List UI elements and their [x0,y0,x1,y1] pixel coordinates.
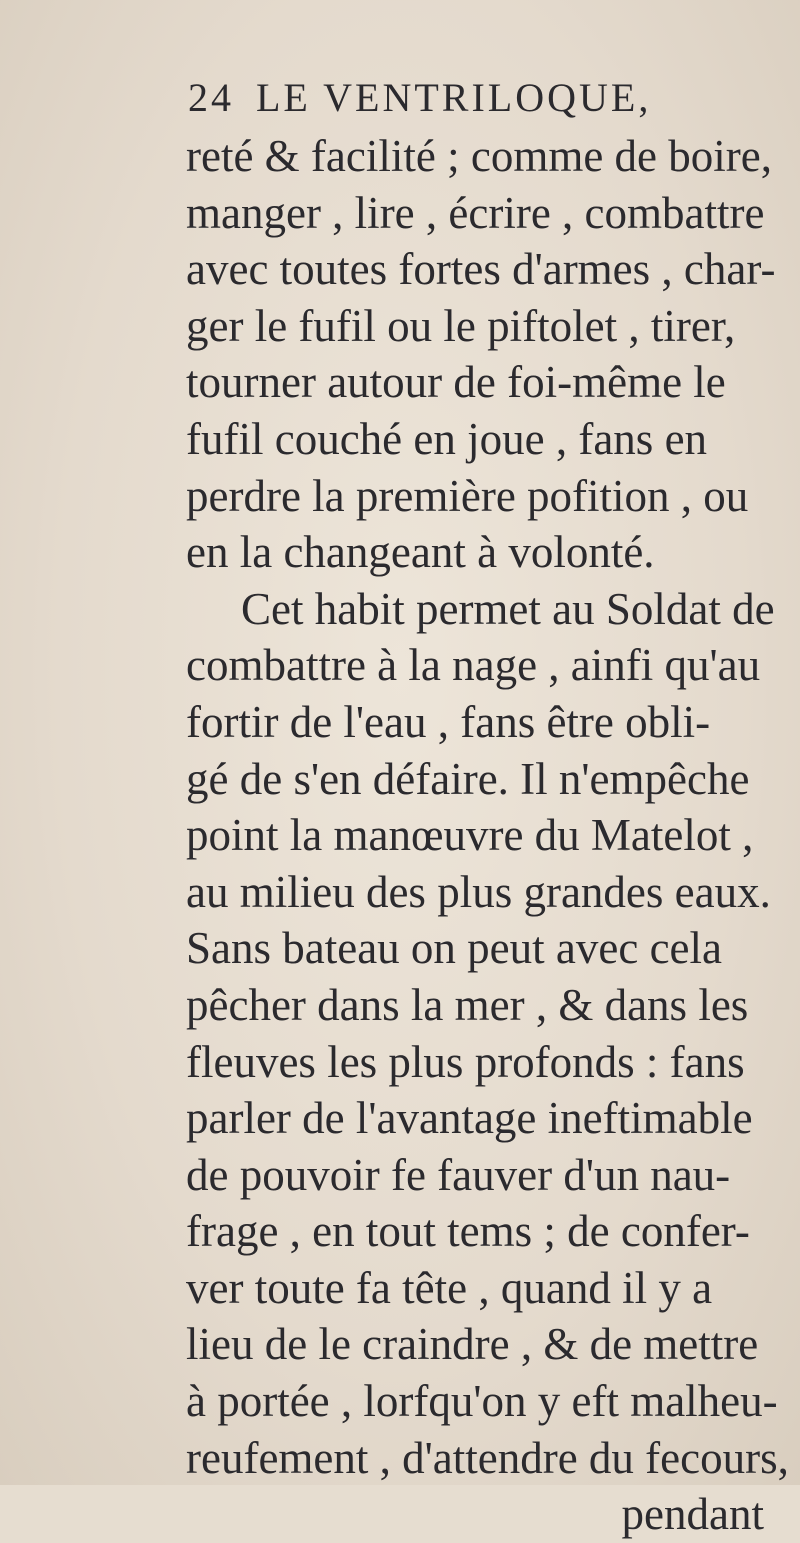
body-text [186,128,800,1543]
text-line: au milieu des plus grandes eaux. [186,866,771,917]
text-line: point la manœuvre du Matelot , [186,810,754,861]
running-title: LE VENTRILOQUE, [256,75,652,120]
page-number: 24 [188,75,234,120]
text-line: fufil couché en joue , fans en [186,413,708,464]
paragraph-1 [186,128,800,581]
text-line: fortir de l'eau , fans être obli- [186,696,711,747]
text-line: reté & facilité ; comme de boire, [186,131,772,181]
text-line: tourner autour de foi-même le [186,357,726,408]
text-line: combattre à la nage , ainfi qu'au [186,640,761,691]
text-line: Sans bateau on peut avec cela [186,923,723,974]
text-line: frage , en tout tems ; de confer- [186,1206,750,1257]
text-line: parler de l'avantage ineftimable [186,1093,753,1144]
text-line: ger le fufil ou le piftolet , tirer, [186,300,736,351]
text-line: avec toutes fortes d'armes , char- [186,244,776,295]
text-line: fleuves les plus profonds : fans [186,1036,745,1087]
text-line: lieu de le craindre , & de mettre [186,1319,759,1370]
text-line: manger , lire , écrire , combattre [186,187,765,238]
paragraph-2 [186,581,800,1487]
text-line: de pouvoir fe fauver d'un nau- [186,1149,731,1200]
text-line: ver toute fa tête , quand il y a [186,1262,713,1313]
text-line: en la changeant à volonté. [186,527,655,578]
text-line: reufement , d'attendre du fecours, [186,1432,789,1483]
text-line: gé de s'en défaire. Il n'empêche [186,753,750,804]
text-line: pêcher dans la mer , & dans les [186,979,749,1030]
text-line: à portée , lorfqu'on y eft malheu- [186,1376,778,1427]
text-line: Cet habit permet au Soldat de [241,583,775,634]
running-header [188,72,748,124]
text-line: perdre la première pofition , ou [186,470,749,521]
catchword: pendant [621,1489,764,1540]
